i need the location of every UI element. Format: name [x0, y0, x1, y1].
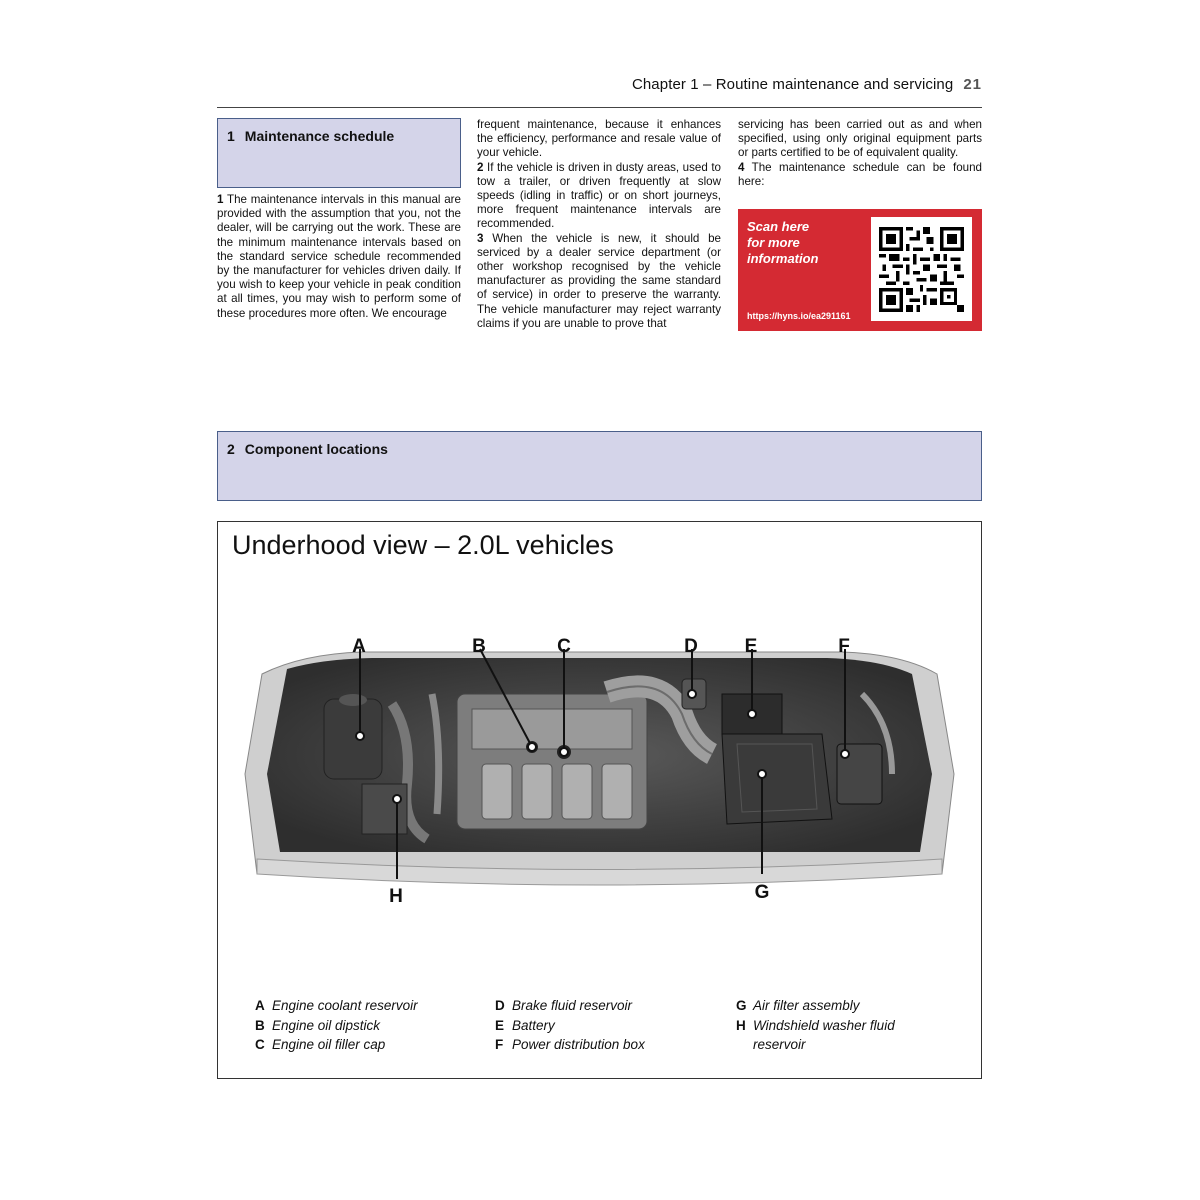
- paragraph-1-continued: frequent maintenance, because it enhances the efficiency, performance and resale value of your vehicle.: [477, 118, 721, 160]
- legend-label: Windshield washer fluid: [753, 1017, 895, 1033]
- callout-label-g: G: [754, 882, 770, 903]
- underhood-figure: [217, 521, 982, 1079]
- chapter-title: Chapter 1 – Routine maintenance and servicing: [631, 76, 954, 93]
- qr-line-1: Scan here: [747, 219, 810, 234]
- paragraph-number: 1: [217, 193, 224, 206]
- legend-item: [255, 1016, 432, 1036]
- page-header: [217, 76, 982, 108]
- callout-label-h: H: [389, 886, 403, 907]
- legend-item: [495, 996, 672, 1016]
- qr-scan-text: [747, 219, 867, 267]
- legend-column-3: [736, 996, 913, 1055]
- qr-code-icon: [879, 227, 964, 312]
- legend-column-1: [255, 996, 432, 1055]
- legend-key: G: [736, 998, 747, 1013]
- engine-bay-illustration: [242, 634, 957, 894]
- callout-label-c: C: [557, 636, 571, 657]
- section-heading-maintenance-schedule: [217, 118, 461, 188]
- paragraph-text: The maintenance intervals in this manual are provided with the assumption that you, not the dealer, will be carrying out the work. These are the minimum maintenance intervals based on the standard service schedule recommended by the manufacturer for vehicles driven daily. If you wish to keep your vehicle in peak condition at all times, you may wish to perform some of these procedures more often. We encourage: [217, 193, 461, 320]
- text-column-3: [738, 118, 982, 189]
- legend-item: [255, 996, 432, 1016]
- legend-key: F: [495, 1037, 504, 1052]
- paragraph-1: [217, 193, 461, 321]
- figure-title: Underhood view – 2.0L vehicles: [232, 530, 614, 560]
- text-column-1: [217, 193, 461, 321]
- legend-label: Air filter assembly: [753, 998, 860, 1013]
- paragraph-number: 3: [477, 231, 484, 245]
- legend-label: Engine coolant reservoir: [272, 998, 418, 1013]
- legend-item: [495, 1016, 672, 1036]
- paragraph-4: [738, 161, 982, 189]
- legend-item: [255, 1035, 432, 1055]
- legend-label: Battery: [512, 1017, 555, 1033]
- paragraph-number: 4: [738, 160, 745, 174]
- callout-label-b: B: [472, 636, 486, 657]
- legend-column-2: [495, 996, 672, 1055]
- page-number: 21: [963, 76, 982, 93]
- legend-key: A: [255, 998, 265, 1013]
- paragraph-3: [477, 232, 721, 331]
- paragraph-3-continued: servicing has been carried out as and when specified, using only original equipment parts or parts certified to be of equivalent quality.: [738, 118, 982, 160]
- legend-key: H: [736, 1017, 746, 1033]
- paragraph-text: If the vehicle is driven in dusty areas, used to tow a trailer, or driven frequently at slow speeds (idling in traffic) or on short journeys, more frequent maintenance intervals are recommended.: [477, 160, 721, 231]
- legend-key: B: [255, 1017, 265, 1033]
- legend-key: D: [495, 998, 505, 1013]
- paragraph-2: [477, 161, 721, 232]
- callout-label-e: E: [744, 636, 758, 657]
- qr-line-3: information: [747, 251, 819, 266]
- legend-key: [736, 1035, 753, 1055]
- legend-key: C: [255, 1037, 265, 1052]
- text-column-2: [477, 118, 721, 331]
- qr-line-2: for more: [747, 235, 800, 250]
- legend-label: Engine oil dipstick: [272, 1017, 381, 1033]
- section-number: 2: [227, 441, 235, 457]
- callout-label-f: F: [838, 636, 850, 657]
- section-number: 1: [227, 128, 235, 144]
- section-title: Maintenance schedule: [244, 128, 395, 144]
- qr-code[interactable]: [871, 217, 972, 321]
- legend-label: Brake fluid reservoir: [512, 998, 633, 1013]
- paragraph-text: When the vehicle is new, it should be serviced by a dealer service department (or other workshop recognised by the vehicle manufacturer as providing the same standard of service) in order to preserve the warranty. The vehicle manufacturer may reject warranty claims if you are unable to prove that: [477, 231, 721, 330]
- legend-item: [736, 1035, 913, 1055]
- paragraph-text: The maintenance schedule can be found here:: [738, 160, 982, 188]
- qr-url-link[interactable]: https://hyns.io/ea291161: [747, 311, 851, 321]
- legend-item: [736, 996, 913, 1016]
- legend-key: E: [495, 1017, 505, 1033]
- callout-label-a: A: [352, 636, 366, 657]
- section-title: Component locations: [244, 441, 388, 457]
- legend-item: [495, 1035, 672, 1055]
- qr-info-panel[interactable]: [738, 209, 982, 331]
- paragraph-number: 2: [477, 160, 484, 174]
- section-heading-component-locations: [217, 431, 982, 501]
- legend-label: reservoir: [753, 1037, 806, 1052]
- legend-item: [736, 1016, 913, 1036]
- legend-label: Power distribution box: [512, 1037, 645, 1052]
- legend-label: Engine oil filler cap: [272, 1037, 386, 1052]
- callout-label-d: D: [684, 636, 698, 657]
